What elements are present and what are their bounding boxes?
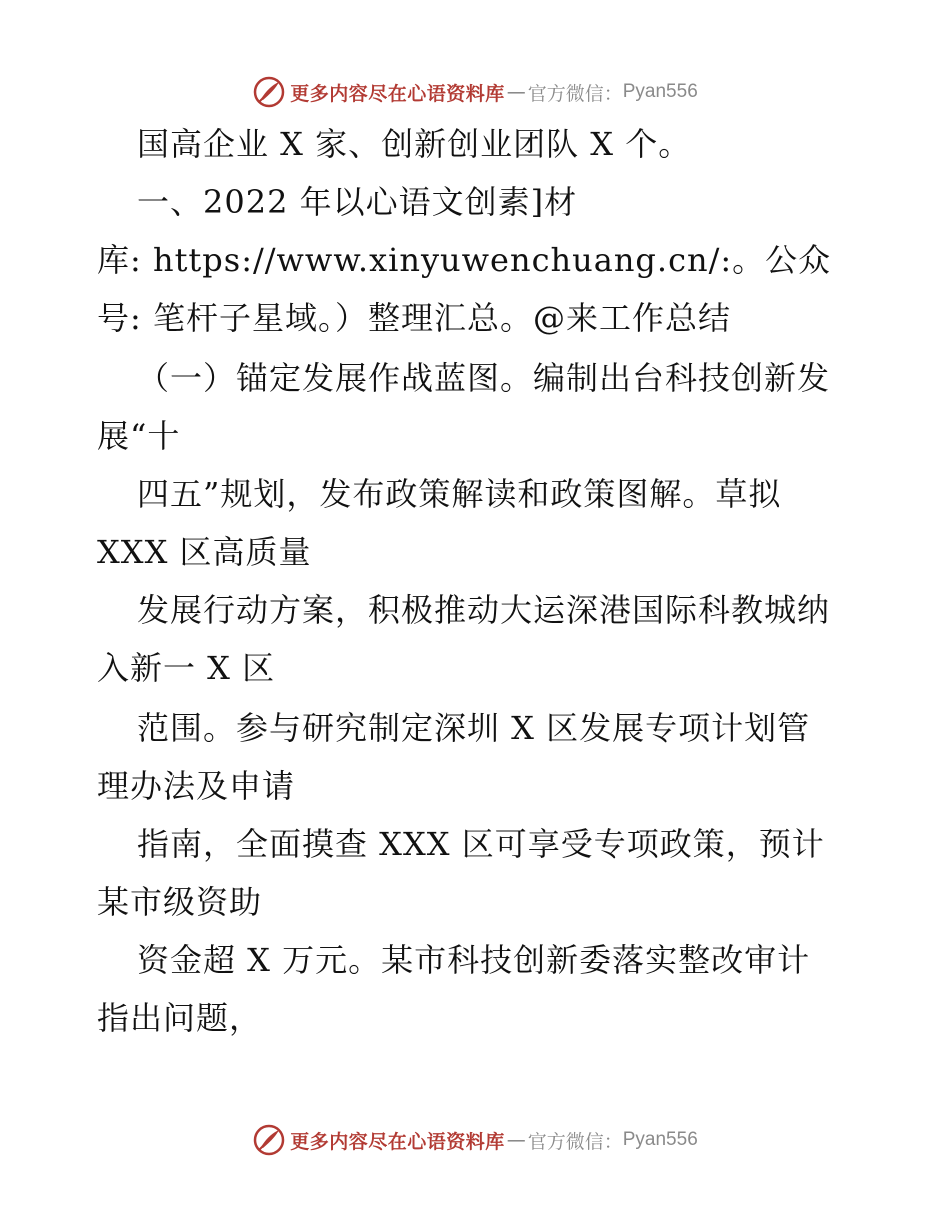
text-line: 指出问题， [97, 999, 263, 1037]
banner-text: 更多内容尽在心语资料库 [290, 1130, 505, 1153]
quill-logo-icon [252, 1123, 286, 1157]
footer-banner [0, 1120, 950, 1160]
text-line: 发展行动方案，积极推动大运深港国际科教城纳 [137, 591, 831, 629]
quill-logo-icon [252, 75, 286, 109]
banner-contact-id: Pyan556 [622, 1129, 698, 1150]
text-line: 一、2022 年以心语文创素]材 [137, 183, 578, 221]
banner-contact-label: 官方微信： [527, 82, 623, 105]
text-line: 国高企业 X 家、创新创业团队 X 个。 [137, 125, 692, 163]
header-banner [0, 72, 950, 112]
text-line: 四五”规划，发布政策解读和政策图解。草拟 [137, 475, 782, 513]
text-line: 库: https://www.xinyuwenchuang.cn/:。公众 [97, 241, 832, 279]
banner-separator: — [506, 81, 526, 103]
text-line: 范围。参与研究制定深圳 X 区发展专项计划管 [137, 709, 811, 747]
text-line: 资金超 X 万元。某市科技创新委落实整改审计 [137, 941, 811, 979]
banner-separator: — [506, 1129, 526, 1151]
text-line: 理办法及申请 [97, 767, 296, 805]
text-line: 某市级资助 [97, 883, 263, 921]
text-line: 号: 笔杆子星域。）整理汇总。@来工作总结 [97, 299, 731, 337]
banner-contact-label: 官方微信： [527, 1130, 623, 1153]
text-line: （一）锚定发展作战蓝图。编制出台科技创新发 [137, 359, 831, 397]
text-line: 指南，全面摸查 XXX 区可享受专项政策，预计 [137, 825, 825, 863]
banner-text: 更多内容尽在心语资料库 [290, 82, 505, 105]
text-line: 展“十 [97, 417, 181, 455]
text-line: XXX 区高质量 [97, 533, 312, 571]
banner-contact-id: Pyan556 [622, 81, 698, 102]
text-line: 入新一 X 区 [97, 649, 276, 687]
